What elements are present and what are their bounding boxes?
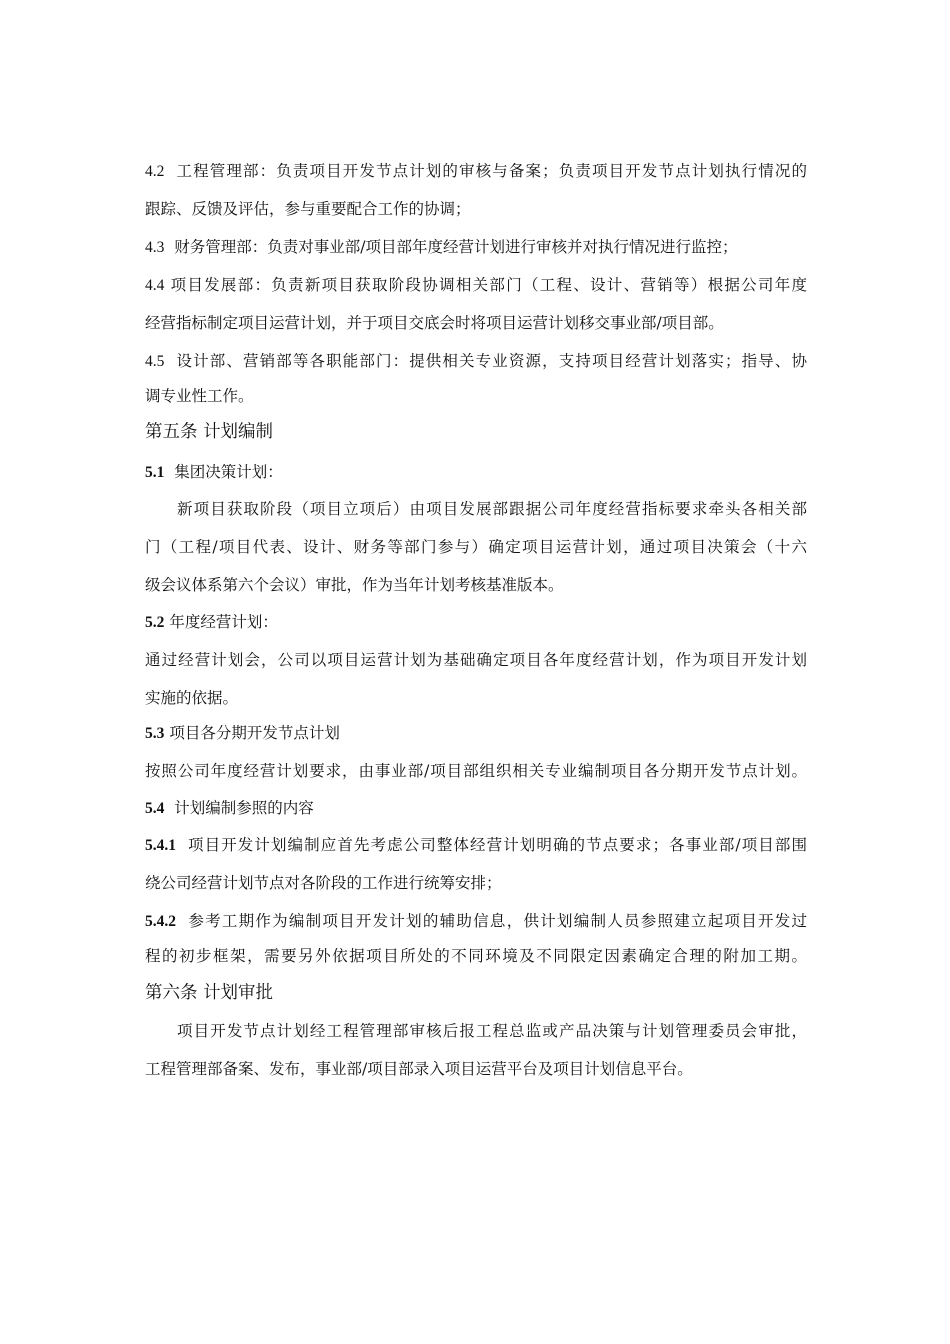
para-4-3-text-1: 财务管理部：负责对事业部/项目部年度经营计划进行审核并对执行情况进行监控；	[174, 238, 738, 256]
para-4-2-text-1: 工程管理部：负责项目开发节点计划的审核与备案；负责项目开发节点计划执行情况的	[176, 162, 807, 180]
para-4-5-number: 4.5	[145, 353, 165, 370]
section-5-2-heading	[145, 612, 807, 633]
para-4-5-text-1: 设计部、营销部等各职能部门：提供相关专业资源，支持项目经营计划落实；指导、协	[176, 352, 807, 370]
section-5-3-line-1: 按照公司年度经营计划要求，由事业部/项目部组织相关专业编制项目各分期开发节点计划。	[145, 762, 807, 780]
section-5-4-2-line-2: 程的初步框架，需要另外依据项目所处的不同环境及不同限定因素确定合理的附加工期。	[145, 947, 807, 965]
section-5-4-1-text-1: 项目开发计划编制应首先考虑公司整体经营计划明确的节点要求；各事业部/项目部围	[188, 836, 807, 854]
para-4-4-number: 4.4	[145, 277, 165, 294]
section-5-1-heading	[145, 462, 807, 483]
article-6-line-1: 项目开发节点计划经工程管理部审核后报工程总监或产品决策与计划管理委员会审批，	[177, 1022, 807, 1040]
section-5-2-label: 年度经营计划：	[169, 613, 278, 631]
para-4-2-line-2: 跟踪、反馈及评估，参与重要配合工作的协调；	[145, 200, 471, 218]
section-5-4-1-line-1	[145, 835, 807, 856]
section-5-4-2-line-1	[145, 911, 807, 932]
section-5-4-heading	[145, 798, 807, 819]
section-5-4-1-line-2: 绕公司经营计划节点对各阶段的工作进行统筹安排；	[145, 874, 502, 892]
section-5-1-label: 集团决策计划：	[174, 463, 283, 481]
article-5-heading: 第五条 计划编制	[145, 422, 274, 442]
section-5-4-label: 计划编制参照的内容	[174, 799, 314, 817]
para-4-3-line-1	[145, 237, 807, 258]
article-6-line-2: 工程管理部备案、发布，事业部/项目部录入项目运营平台及项目计划信息平台。	[145, 1060, 693, 1078]
article-6-heading: 第六条 计划审批	[145, 983, 274, 1003]
section-5-1-line-1: 新项目获取阶段（项目立项后）由项目发展部跟据公司年度经营指标要求牵头各相关部	[177, 500, 807, 518]
para-4-2-number: 4.2	[145, 163, 165, 180]
section-5-2-line-1: 通过经营计划会，公司以项目运营计划为基础确定项目各年度经营计划，作为项目开发计划	[145, 651, 807, 669]
para-4-3-number: 4.3	[145, 239, 165, 256]
section-5-4-2-text-1: 参考工期作为编制项目开发计划的辅助信息，供计划编制人员参照建立起项目开发过	[188, 912, 807, 930]
section-5-1-line-2: 门（工程/项目代表、设计、财务等部门参与）确定项目运营计划，通过项目决策会（十六	[145, 538, 807, 556]
section-5-1-line-3: 级会议体系第六个会议）审批，作为当年计划考核基准版本。	[145, 576, 564, 594]
para-4-2-line-1	[145, 161, 807, 182]
section-5-4-2-number: 5.4.2	[145, 913, 176, 930]
section-5-2-number: 5.2	[145, 614, 165, 631]
section-5-4-1-number: 5.4.1	[145, 837, 176, 854]
para-4-4-line-2: 经营指标制定项目运营计划，并于项目交底会时将项目运营计划移交事业部/项目部。	[145, 314, 724, 332]
section-5-3-number: 5.3	[145, 725, 165, 742]
section-5-2-line-2: 实施的依据。	[145, 689, 239, 707]
para-4-4-text-1: 项目发展部：负责新项目获取阶段协调相关部门（工程、设计、营销等）根据公司年度	[170, 276, 807, 294]
section-5-3-heading	[145, 723, 807, 744]
para-4-5-line-2: 调专业性工作。	[145, 387, 254, 405]
section-5-3-label: 项目各分期开发节点计划	[169, 724, 340, 742]
para-4-4-line-1	[145, 275, 807, 296]
section-5-1-number: 5.1	[145, 464, 165, 481]
section-5-4-number: 5.4	[145, 800, 165, 817]
para-4-5-line-1	[145, 351, 807, 372]
